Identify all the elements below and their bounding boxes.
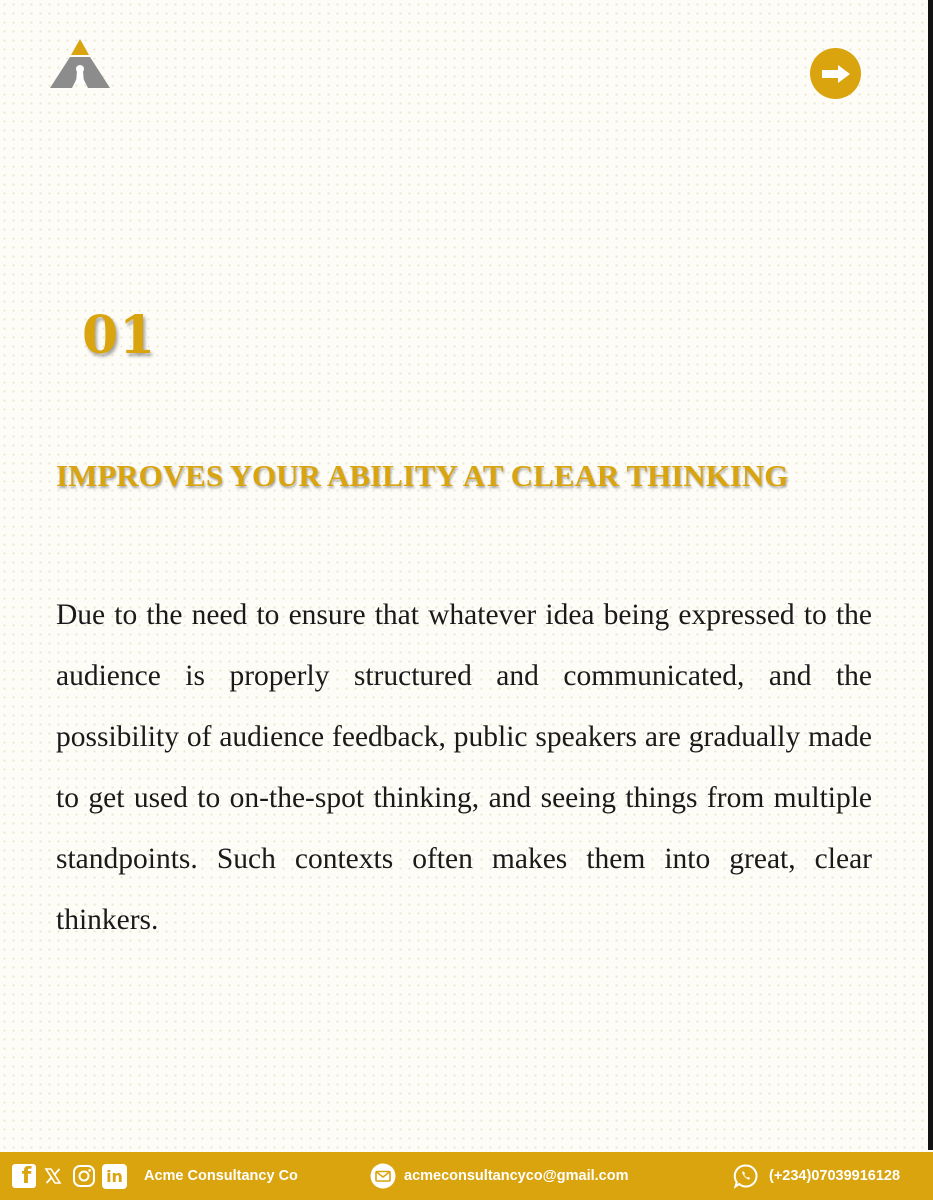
whatsapp-icon	[733, 1163, 759, 1189]
linkedin-icon: in	[102, 1164, 127, 1189]
right-edge-bar	[928, 0, 933, 1150]
logo	[48, 37, 112, 89]
footer-phone-link[interactable]	[733, 1152, 900, 1200]
section-heading: IMPROVES YOUR ABILITY AT CLEAR THINKING	[56, 458, 789, 493]
footer-bar	[0, 1152, 933, 1200]
footer-email: acmeconsultancyco@gmail.com	[404, 1168, 629, 1184]
x-link[interactable]	[44, 1152, 62, 1200]
linkedin-link[interactable]	[102, 1152, 127, 1200]
arrow-right-icon	[819, 63, 853, 85]
facebook-link[interactable]	[12, 1152, 36, 1200]
x-icon	[44, 1167, 62, 1185]
instagram-icon	[72, 1164, 96, 1188]
section-number: 01	[82, 305, 157, 366]
body-paragraph: Due to the need to ensure that whatever idea being expressed to the audience is properly structured and communicated, and the possibility of audience feedback, public speakers are gradually made to get used to on-the-spot thinking, and seeing things from multiple standpoints. Such contexts often makes them into great, clear thinkers.	[56, 599, 872, 936]
next-arrow-button[interactable]	[810, 48, 861, 99]
footer-company-name: Acme Consultancy Co	[144, 1168, 298, 1184]
email-icon	[370, 1163, 396, 1189]
instagram-link[interactable]	[72, 1152, 96, 1200]
facebook-icon: f	[12, 1164, 36, 1188]
footer-email-link[interactable]	[370, 1152, 628, 1200]
footer-phone: (+234)07039916128	[769, 1168, 901, 1184]
